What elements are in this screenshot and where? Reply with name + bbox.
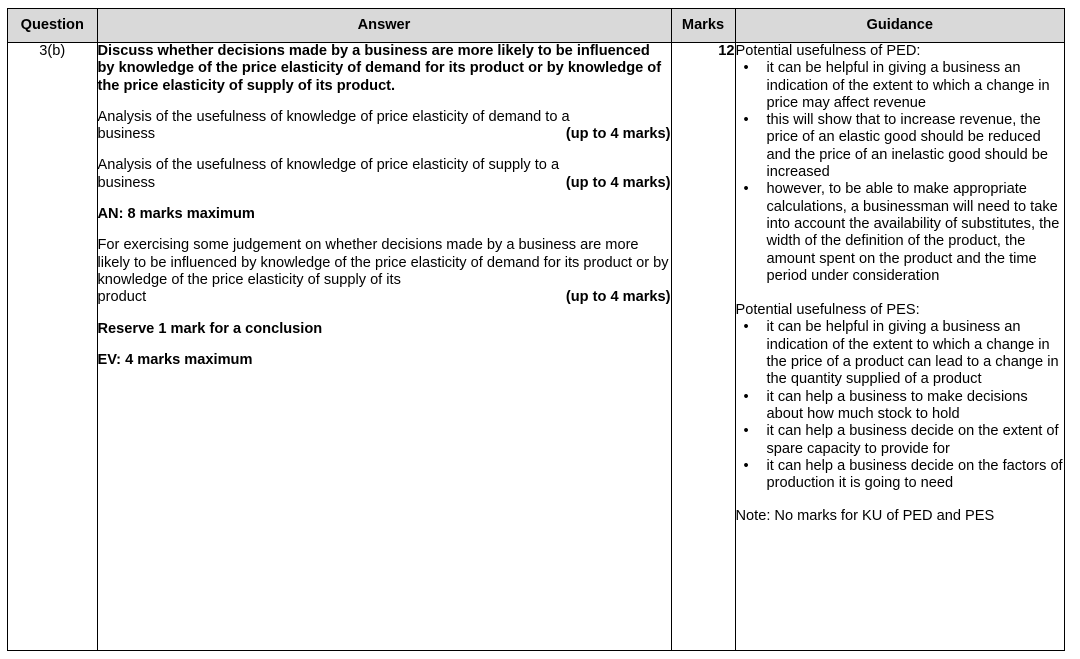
pes-analysis-text-end: business (97, 174, 156, 191)
list-item: • this will show that to increase revenue, the price of an elastic good should be reduced and the price of an inelastic good should be increased (743, 112, 1049, 181)
ped-analysis-text: Analysis of the usefulness of knowledge of price elasticity of demand to a (97, 108, 570, 125)
bullet-icon: • (743, 457, 749, 474)
list-item: • however, to be able to make appropriate calculations, a businessman will need to take into account the availability of substitutes, the width of the definition of the product, the amount spent on the product and the time period under consideration (743, 181, 1060, 284)
header-guidance: Guidance (735, 9, 1064, 43)
mark-scheme-table (8, 9, 1064, 650)
marks-value: 12 (671, 43, 735, 651)
list-item: • it can be helpful in giving a business an indication of the extent to which a change in price may affect revenue (743, 60, 1050, 111)
list-item: • it can help a business decide on the factors of production it is going to need (743, 457, 1063, 492)
bullet-icon: • (743, 319, 749, 336)
mark-scheme-page (7, 8, 1065, 651)
ped-analysis (98, 109, 671, 144)
guidance-note: Note: No marks for KU of PED and PES (735, 508, 995, 525)
ped-guidance-list (736, 60, 1065, 285)
bullet-icon: • (743, 181, 749, 198)
evaluation-criterion (98, 237, 671, 306)
list-item: • it can be helpful in giving a business an indication of the extent to which a change in the price of a product can lead to a change in the quantity supplied of a product (743, 319, 1059, 388)
evaluation-marks: (up to 4 marks) (565, 289, 671, 306)
an-maximum: AN: 8 marks maximum (97, 206, 255, 223)
guidance-cell (735, 43, 1064, 651)
ped-guidance-heading: Potential usefulness of PED: (735, 43, 921, 59)
pes-analysis-text: Analysis of the usefulness of knowledge of price elasticity of supply to a (97, 157, 560, 174)
question-row (8, 43, 1064, 651)
header-question: Question (8, 9, 97, 43)
answer-cell (97, 43, 671, 651)
bullet-icon: • (743, 423, 749, 440)
ped-analysis-marks: (up to 4 marks) (565, 126, 671, 143)
bullet-icon: • (743, 60, 749, 77)
pes-analysis (98, 157, 671, 192)
answer-prompt: Discuss whether decisions made by a business are more likely to be influenced by knowledge of the price elasticity of demand for its product or by knowledge of the price elasticity of supply of its product. (97, 43, 662, 94)
pes-guidance-heading: Potential usefulness of PES: (735, 302, 920, 319)
reserve-conclusion: Reserve 1 mark for a conclusion (97, 320, 323, 337)
pes-guidance-list (736, 319, 1065, 492)
header-row (8, 9, 1064, 43)
ev-maximum: EV: 4 marks maximum (97, 351, 253, 368)
header-answer: Answer (97, 9, 671, 43)
evaluation-text: For exercising some judgement on whether decisions made by a business are more likely to be influenced by knowledge of the price elasticity of demand for its product or by knowledge of the price elasticity of supply of its (97, 237, 669, 288)
header-marks: Marks (671, 9, 735, 43)
question-number: 3(b) (8, 43, 97, 651)
bullet-icon: • (743, 112, 749, 129)
list-item: • it can help a business decide on the extent of spare capacity to provide for (743, 423, 1059, 457)
pes-analysis-marks: (up to 4 marks) (565, 174, 671, 191)
ped-analysis-text-end: business (97, 126, 156, 143)
bullet-icon: • (743, 388, 749, 405)
evaluation-text-end: product (97, 289, 147, 306)
list-item: • it can help a business to make decisions about how much stock to hold (743, 388, 1028, 422)
